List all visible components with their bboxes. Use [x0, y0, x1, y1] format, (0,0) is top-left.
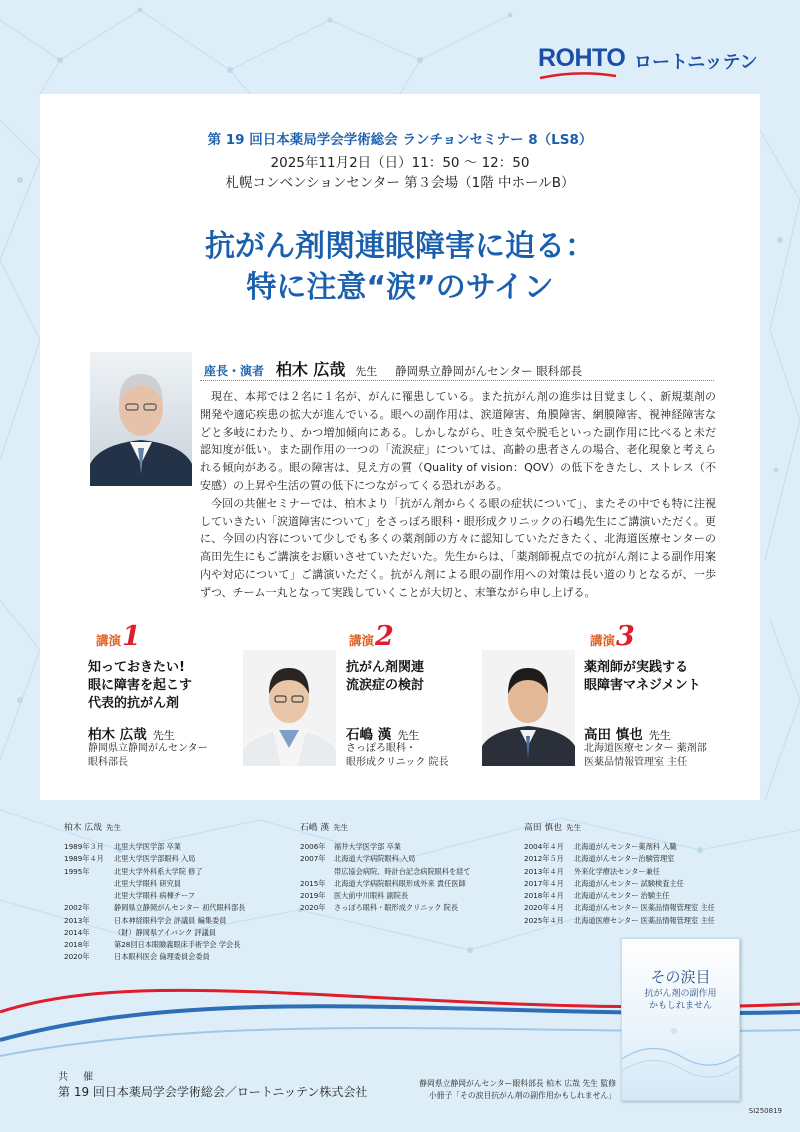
cv-entry-text: 北海道がんセンター 医薬品情報管理室 主任 — [574, 903, 715, 913]
cv-1-honorific: 先生 — [105, 823, 121, 832]
lecture-2-speaker — [346, 723, 419, 743]
booklet-subtitle — [622, 988, 739, 1012]
cv-entry-text: 北海道がんセンター 試験検査主任 — [574, 878, 684, 888]
cv-entry — [300, 890, 471, 902]
lecture-1-number: 1 — [122, 621, 141, 652]
lecture-2-affiliation — [346, 742, 449, 770]
cv-3-header — [524, 820, 581, 833]
cv-entry-text: 外来化学療法センター兼任 — [574, 866, 660, 876]
lecture-2-speaker-name: 石嶋 漢 — [346, 727, 392, 743]
cv-entry — [524, 915, 715, 927]
cv-entry — [524, 841, 715, 853]
seminar-title: 第 19 回日本薬局学会学術総会 ランチョンセミナー 8（LS8） — [207, 132, 593, 148]
cv-entry — [524, 902, 715, 914]
cv-entry — [524, 853, 715, 865]
person-portrait-icon — [90, 352, 192, 486]
main-title — [0, 226, 800, 308]
booklet-title: その涙目 — [650, 968, 711, 986]
company-name-logo: ロートニッテン — [634, 52, 758, 73]
cv-3-name: 高田 慎也 — [524, 823, 562, 833]
cv-entry-text: 北里大学眼科 病棟チーフ — [114, 891, 195, 900]
cv-entry-text: 第28回日本眼瞼義眼床手術学会 学会長 — [114, 940, 241, 949]
lecture-3-speaker-photo — [482, 650, 575, 766]
lecture-3-speaker-name: 高田 慎也 — [584, 727, 643, 743]
lecture-2-number: 2 — [375, 621, 394, 652]
cv-entry-year: 2020年 — [64, 952, 90, 962]
lecture-1-title-line: 眼に障害を起こす — [88, 678, 193, 693]
chair-affiliation: 静岡県立静岡がんセンター 眼科部長 — [395, 364, 583, 378]
cv-entry-year: 2019年 — [300, 891, 326, 900]
lecture-1-affiliation-line: 静岡県立静岡がんセンター — [88, 743, 208, 754]
cv-entry-year: 2006年 — [300, 842, 326, 851]
lecture-3-title-line: 眼障害マネジメント — [584, 678, 701, 693]
lecture-2-affiliation-line: 眼形成クリニック 院長 — [346, 757, 449, 768]
cv-entry-text: 北海道がんセンター治験管理室 — [574, 854, 675, 864]
cv-entry-text: 医大前中川眼科 副院長 — [334, 891, 409, 900]
lecture-3-speaker — [584, 723, 671, 743]
lecture-2-title-line: 抗がん剤関連 — [346, 660, 425, 675]
document-code: SI250819 — [748, 1107, 782, 1115]
cv-3-list — [524, 841, 715, 927]
cv-entry — [300, 853, 471, 865]
cv-entry — [64, 927, 245, 939]
cv-entry-year: 2013年４月 — [524, 866, 564, 876]
cv-1-header — [64, 820, 121, 833]
cv-entry — [524, 890, 715, 902]
lecture-3-label-text: 講演 — [590, 633, 616, 648]
lecture-3-honorific: 先生 — [648, 729, 671, 742]
brand-logo — [538, 42, 768, 78]
person-portrait-icon — [482, 650, 575, 766]
cv-entry-year: 2004年４月 — [524, 842, 564, 851]
lecture-1-title-line: 知っておきたい! — [88, 660, 185, 675]
lecture-3-label — [590, 621, 635, 652]
cv-entry-year: 2017年４月 — [524, 878, 564, 888]
main-title-line2: 特に注意“涙”のサイン — [246, 270, 554, 305]
event-date: 2025年11月2日（日）11：50 ～ 12：50 — [270, 155, 530, 171]
cv-2-list — [300, 841, 471, 915]
person-portrait-icon — [243, 650, 336, 766]
cv-entry — [64, 878, 245, 890]
cv-entry-text: 北海道大学病院眼科眼形成外来 責任医師 — [334, 878, 466, 888]
lecture-1-speaker — [88, 723, 175, 743]
lecture-1-label-text: 講演 — [96, 633, 122, 648]
chair-divider — [200, 380, 714, 381]
lecture-3-affiliation-line: 医薬品情報管理室 主任 — [584, 757, 688, 768]
lecture-2-honorific: 先生 — [397, 729, 420, 742]
chair-name: 柏木 広哉 — [275, 360, 346, 379]
cv-entry-year: 2002年 — [64, 903, 90, 913]
lecture-2-speaker-photo — [243, 650, 336, 766]
lecture-1-affiliation — [88, 742, 208, 770]
cv-entry-text: 静岡県立静岡がんセンター 初代眼科部長 — [114, 903, 246, 913]
chair-portrait-photo — [90, 352, 192, 486]
chair-role: 座長・演者 — [204, 364, 265, 378]
booklet-subtitle-line2: かもしれません — [648, 1001, 712, 1011]
cv-3-honorific: 先生 — [565, 823, 581, 832]
lecture-1-speaker-name: 柏木 広哉 — [88, 727, 147, 743]
cv-entry — [524, 878, 715, 890]
lecture-2-title-line: 流涙症の検討 — [346, 678, 425, 693]
cv-entry-year: 2020年 — [300, 903, 326, 913]
booklet-credit-line1: 静岡県立静岡がんセンター眼科部長 柏木 広哉 先生 監修 — [419, 1079, 616, 1088]
cv-entry — [64, 902, 245, 914]
cv-entry-text: 北里大学眼科 研究員 — [114, 878, 181, 888]
chair-honorific: 先生 — [355, 365, 378, 378]
cv-2-name: 石嶋 漢 — [300, 823, 330, 833]
event-venue: 札幌コンベンションセンター 第３会場（1階 中ホールB） — [225, 175, 575, 191]
cv-entry — [64, 890, 245, 902]
cv-entry-text: 北海道大学病院眼科 入局 — [334, 854, 416, 864]
lecture-3-title-line: 薬剤師が実践する — [584, 660, 689, 675]
cv-entry-year: 2013年 — [64, 915, 90, 925]
cv-entry-text: 北海道医療センター 医薬品情報管理室 主任 — [574, 915, 715, 925]
cv-entry-year: 1989年３月 — [64, 842, 104, 851]
cv-entry-text: 北里大学外科系大学院 修了 — [114, 866, 203, 876]
lecture-3-affiliation-line: 北海道医療センター 薬剤部 — [584, 743, 707, 754]
cv-entry-year: 2015年 — [300, 878, 326, 888]
cv-entry-text: 北里大学医学部 卒業 — [114, 842, 181, 851]
cv-entry-year: 2018年４月 — [524, 891, 564, 900]
cv-entry — [64, 915, 245, 927]
cv-entry-text: 北海道がんセンター 治験主任 — [574, 891, 670, 900]
lecture-1-honorific: 先生 — [152, 729, 175, 742]
cv-entry — [64, 853, 245, 865]
cv-entry-year: 2014年 — [64, 927, 90, 937]
main-title-line1: 抗がん剤関連眼障害に迫る： — [205, 229, 595, 264]
cv-entry — [300, 866, 471, 878]
cv-entry-text: 福井大学医学部 卒業 — [334, 842, 401, 851]
lecture-1-title-line: 代表的抗がん剤 — [88, 696, 180, 711]
cv-entry — [300, 878, 471, 890]
cv-2-header — [300, 820, 348, 833]
cv-entry-text: さっぽろ眼科・眼形成クリニック 院長 — [334, 903, 459, 913]
lecture-3-number: 3 — [616, 621, 635, 652]
organizers-text: 第 19 回日本薬局学会学術総会／ロートニッテン株式会社 — [58, 1085, 368, 1099]
lecture-1-affiliation-line: 眼科部長 — [88, 757, 128, 768]
cv-entry-text: 日本眼科医会 倫理委員会委員 — [114, 952, 210, 962]
lecture-2-title — [346, 659, 424, 695]
lecture-1-label — [96, 621, 141, 652]
cv-entry-text: 日本神経眼科学会 評議員 編集委員 — [114, 915, 227, 925]
booklet-cover — [621, 938, 740, 1101]
cv-entry-year: 2020年４月 — [524, 903, 564, 913]
cv-entry — [64, 841, 245, 853]
cv-entry-text: 帯広協会病院、時計台記念病院眼科を経て — [334, 866, 471, 876]
lecture-3-affiliation — [584, 742, 707, 770]
cv-entry-year: 1995年 — [64, 866, 90, 876]
cv-entry-text: （財）静岡県アイバンク 評議員 — [114, 927, 216, 937]
cv-entry-text: 北海道がんセンター薬剤科 入職 — [574, 842, 677, 851]
chair-header — [204, 357, 582, 380]
chair-message-paragraph-2: 今回の共催セミナーでは、柏木より「抗がん剤からくる眼の症状について」、またその中でも特に注視していきたい「涙道障害について」をさっぽろ眼科・眼形成クリニックの石嶋先生にご講演いただく。更に、今回の内容について少しでも多くの薬剤師の方々に認知していただきたく、北海道医療センターの高田先生にもご講演をお願いさせていただいた。先生からは、「薬剤師視点での抗がん剤による副作用案内や対応について」ご講演いただく。抗がん剤による眼の副作用への対策は長い道のりとなるが、一歩ずつ、チーム一丸となって実践していくことが大切と、末筆ながら申し上げる。 — [200, 496, 716, 599]
cv-entry-year: 1989年４月 — [64, 854, 104, 864]
lecture-1-title — [88, 659, 192, 713]
lecture-2-label — [349, 621, 394, 652]
lecture-2-affiliation-line: さっぽろ眼科・ — [346, 743, 416, 754]
chair-message — [200, 388, 716, 602]
cv-entry — [64, 939, 245, 951]
cv-entry-year: 2012年５月 — [524, 854, 564, 864]
booklet-credit-line2: 小冊子「その涙目抗がん剤の副作用かもしれません」 — [428, 1091, 616, 1100]
organizers-label: 共 催 — [58, 1072, 100, 1083]
cv-entry — [64, 866, 245, 878]
cv-entry-year: 2018年 — [64, 940, 90, 949]
booklet-subtitle-line1: 抗がん剤の副作用 — [644, 989, 717, 999]
logo-swoosh-icon — [538, 72, 618, 80]
cv-1-name: 柏木 広哉 — [64, 823, 102, 833]
lecture-2-label-text: 講演 — [349, 633, 375, 648]
cv-2-honorific: 先生 — [333, 823, 349, 832]
chair-message-paragraph-1: 現在、本邦では２名に１名が、がんに罹患している。また抗がん剤の進歩は目覚ましく、新規薬剤の開発や適応疾患の拡大が進んでいる。眼への副作用は、涙道障害、角膜障害、網膜障害、視神経障害などと多岐にわたり、かつ増加傾向にある。しかしながら、吐き気や脱毛といった副作用に比べると未だ認知度が低い。また副作用の一つの「流涙症」については、高齢の患者さんの場合、老化現象と考えられる傾向がある。眼の障害は、見え方の質（Quality of vision：QOV）の低下をきたし、ストレス（不安感）の上昇や生活の質の低下につながってくる恐れがある。 — [200, 390, 716, 492]
cv-entry — [524, 866, 715, 878]
cv-entry — [300, 902, 471, 914]
booklet-wave-icon — [622, 1019, 740, 1099]
cv-entry-year: 2007年 — [300, 854, 326, 864]
cv-entry — [300, 841, 471, 853]
cv-entry-year: 2025年４月 — [524, 915, 564, 925]
cv-entry-text: 北里大学医学部眼科 入局 — [114, 854, 196, 864]
rohto-logo-text: ROHTO — [538, 44, 626, 72]
booklet-credit — [400, 1078, 616, 1102]
lecture-3-title — [584, 659, 701, 695]
cv-1-list — [64, 841, 245, 964]
